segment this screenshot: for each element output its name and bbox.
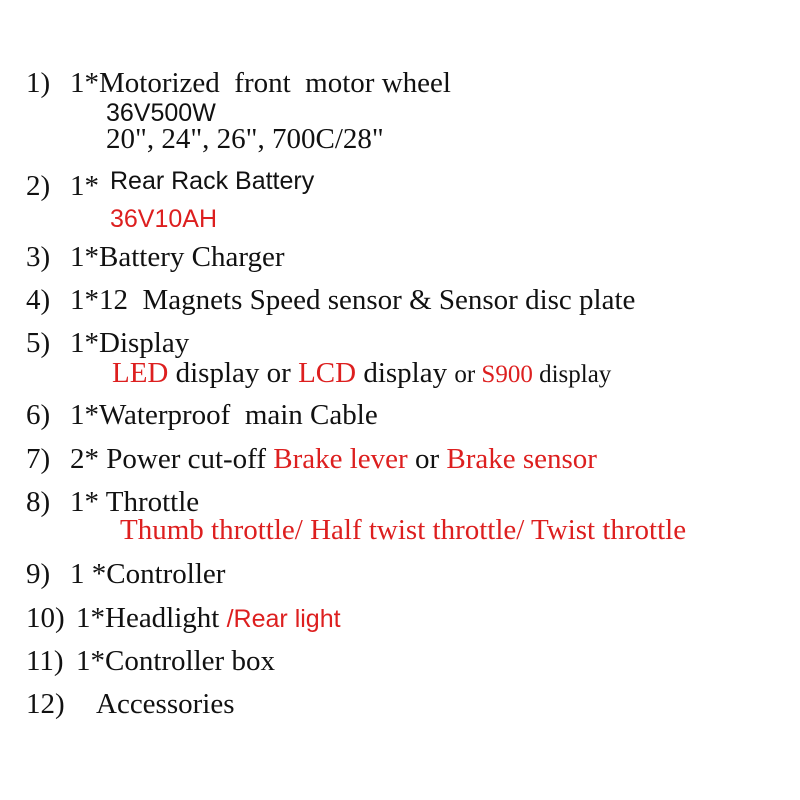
- display-option-lcd: LCD: [298, 357, 357, 389]
- brake-option-lever: Brake lever: [273, 443, 408, 475]
- rear-light-label: /Rear light: [226, 605, 341, 633]
- item-title-4: 1*12 Magnets Speed sensor & Sensor disc plate: [70, 284, 636, 316]
- display-options: [112, 356, 611, 392]
- item-title-8: 1* Throttle: [70, 486, 200, 518]
- item-title-12: Accessories: [96, 688, 235, 720]
- item-number-12: 12): [26, 688, 65, 720]
- item-title-6: 1*Waterproof main Cable: [70, 399, 378, 431]
- item-title-10: [76, 601, 341, 636]
- headlight-label: 1*Headlight: [76, 602, 227, 634]
- brake-line: [70, 442, 597, 476]
- item-number-11: 11): [26, 645, 64, 677]
- display-option-or: or: [454, 361, 482, 388]
- battery-spec: 36V10AH: [110, 205, 218, 233]
- item-spec-sizes: 20", 24", 26", 700C/28": [106, 123, 384, 155]
- item-title-5: 1*Display: [70, 327, 190, 359]
- throttle-options: Thumb throttle/ Half twist throttle/ Twist throttle: [120, 514, 687, 546]
- item-number-9: 9): [26, 558, 51, 590]
- item-number-10: 10): [26, 602, 65, 634]
- display-option-led: LED: [112, 357, 169, 389]
- item-number-2: 2): [26, 170, 51, 202]
- item-number-1: 1): [26, 67, 51, 99]
- item-title-3: 1*Battery Charger: [70, 241, 285, 273]
- item-number-4: 4): [26, 284, 51, 316]
- display-option-sep-1: display or: [168, 357, 299, 389]
- item-number-7: 7): [26, 443, 51, 475]
- brake-option-sensor: Brake sensor: [446, 443, 597, 475]
- item-number-3: 3): [26, 241, 51, 273]
- item-number-8: 8): [26, 486, 51, 518]
- item-title-11: 1*Controller box: [76, 645, 275, 677]
- item-number-6: 6): [26, 399, 51, 431]
- display-option-sep-3: display: [532, 361, 612, 388]
- item-title-1: 1*Motorized front motor wheel: [70, 67, 451, 99]
- display-option-sep-2: display: [356, 357, 455, 389]
- brake-option-joiner: or: [407, 443, 447, 475]
- item-spec-power: 36V500W: [106, 99, 216, 127]
- item-title-2: Rear Rack Battery: [110, 167, 315, 195]
- display-option-s900: S900: [481, 361, 533, 388]
- item-prefix-2: 1*: [70, 170, 99, 202]
- item-title-9: 1 *Controller: [70, 558, 226, 590]
- item-number-5: 5): [26, 327, 51, 359]
- item-prefix-7: 2* Power cut-off: [70, 443, 274, 475]
